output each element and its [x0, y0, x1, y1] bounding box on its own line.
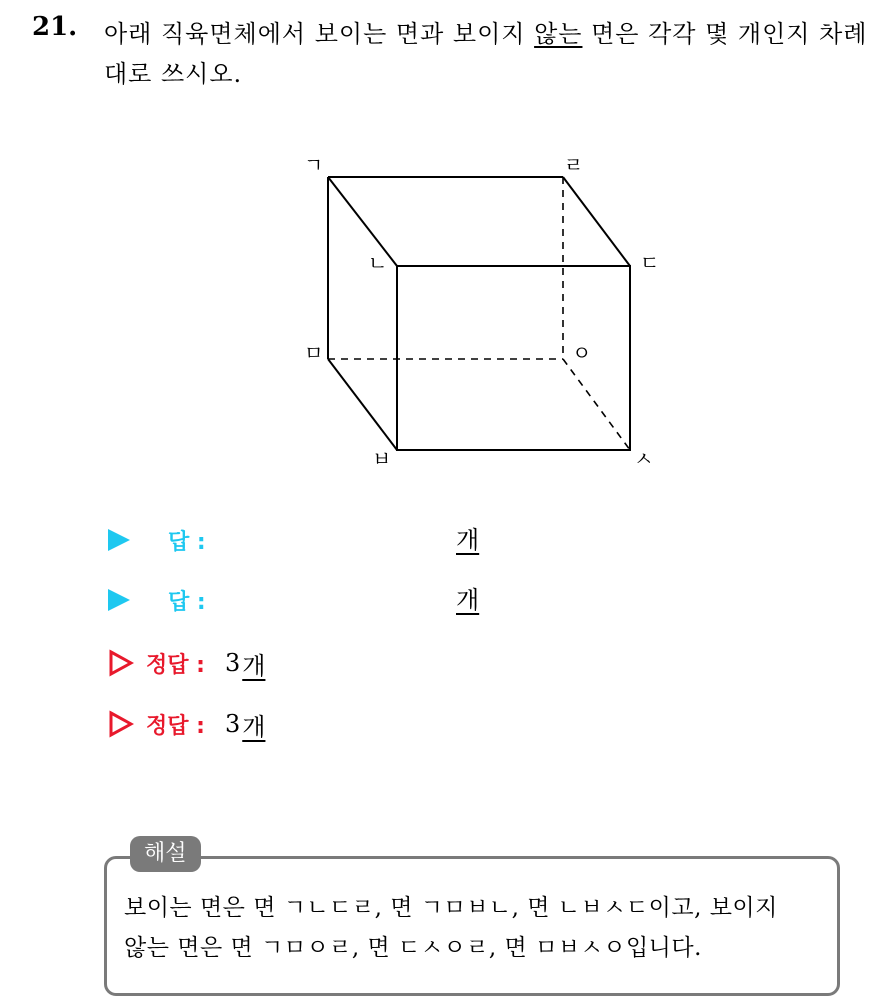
vertex-label-mieum: ㅁ	[304, 341, 324, 365]
correct-answer-unit: 개	[242, 651, 266, 680]
vertex-label-rieul: ㄹ	[564, 153, 584, 177]
answer-label: 답 :	[168, 529, 206, 555]
vertex-label-digeut: ㄷ	[640, 251, 660, 275]
correct-answer-unit: 개	[242, 712, 266, 741]
correct-answer-value: 3	[224, 710, 241, 738]
correct-answer-value: 3	[224, 649, 241, 677]
correct-answer-label: 정답 :	[146, 713, 205, 739]
play-arrow-icon	[108, 589, 130, 611]
vertex-label-bieup: ㅂ	[372, 447, 392, 471]
correct-answer-row-1	[108, 643, 265, 683]
question-underlined-word: 않는	[534, 20, 583, 48]
explanation-tag: 해설	[130, 836, 201, 872]
question-text-part2: 면은 각각 몇 개인지 차례대로 쓰시오.	[104, 20, 868, 88]
answer-row-2	[108, 580, 206, 620]
cuboid-figure	[290, 150, 670, 480]
explanation-line-2: 않는 면은 면 ㄱㅁㅇㄹ, 면 ㄷㅅㅇㄹ, 면 ㅁㅂㅅㅇ입니다.	[124, 935, 702, 961]
front-face	[397, 266, 630, 450]
cuboid-diagram	[290, 150, 670, 480]
vertex-label-ieung: ㅇ	[572, 341, 592, 365]
edge-d-c	[563, 177, 630, 266]
question-text	[104, 14, 874, 94]
vertex-label-siot: ㅅ	[634, 447, 654, 471]
explanation-text	[124, 888, 830, 968]
answer-label: 답 :	[168, 589, 206, 615]
question-number: 21.	[32, 12, 78, 42]
vertex-label-nieun: ㄴ	[368, 251, 388, 275]
correct-answer-label: 정답 :	[146, 652, 205, 678]
vertex-label-giyeok: ㄱ	[304, 153, 324, 177]
outline-arrow-icon	[108, 649, 134, 677]
answer-row-1	[108, 520, 206, 560]
edge-e-f	[328, 359, 397, 450]
outline-arrow-icon	[108, 710, 134, 738]
answer-unit: 개	[456, 586, 480, 614]
play-arrow-icon	[108, 529, 130, 551]
explanation-line-1: 보이는 면은 면 ㄱㄴㄷㄹ, 면 ㄱㅁㅂㄴ, 면 ㄴㅂㅅㄷ이고, 보이지	[124, 895, 778, 921]
correct-answer-row-2	[108, 704, 265, 744]
hidden-edge-h-f	[563, 359, 630, 450]
question-text-part1: 아래 직육면체에서 보이는 면과 보이지	[104, 20, 535, 48]
answer-unit: 개	[456, 526, 480, 554]
